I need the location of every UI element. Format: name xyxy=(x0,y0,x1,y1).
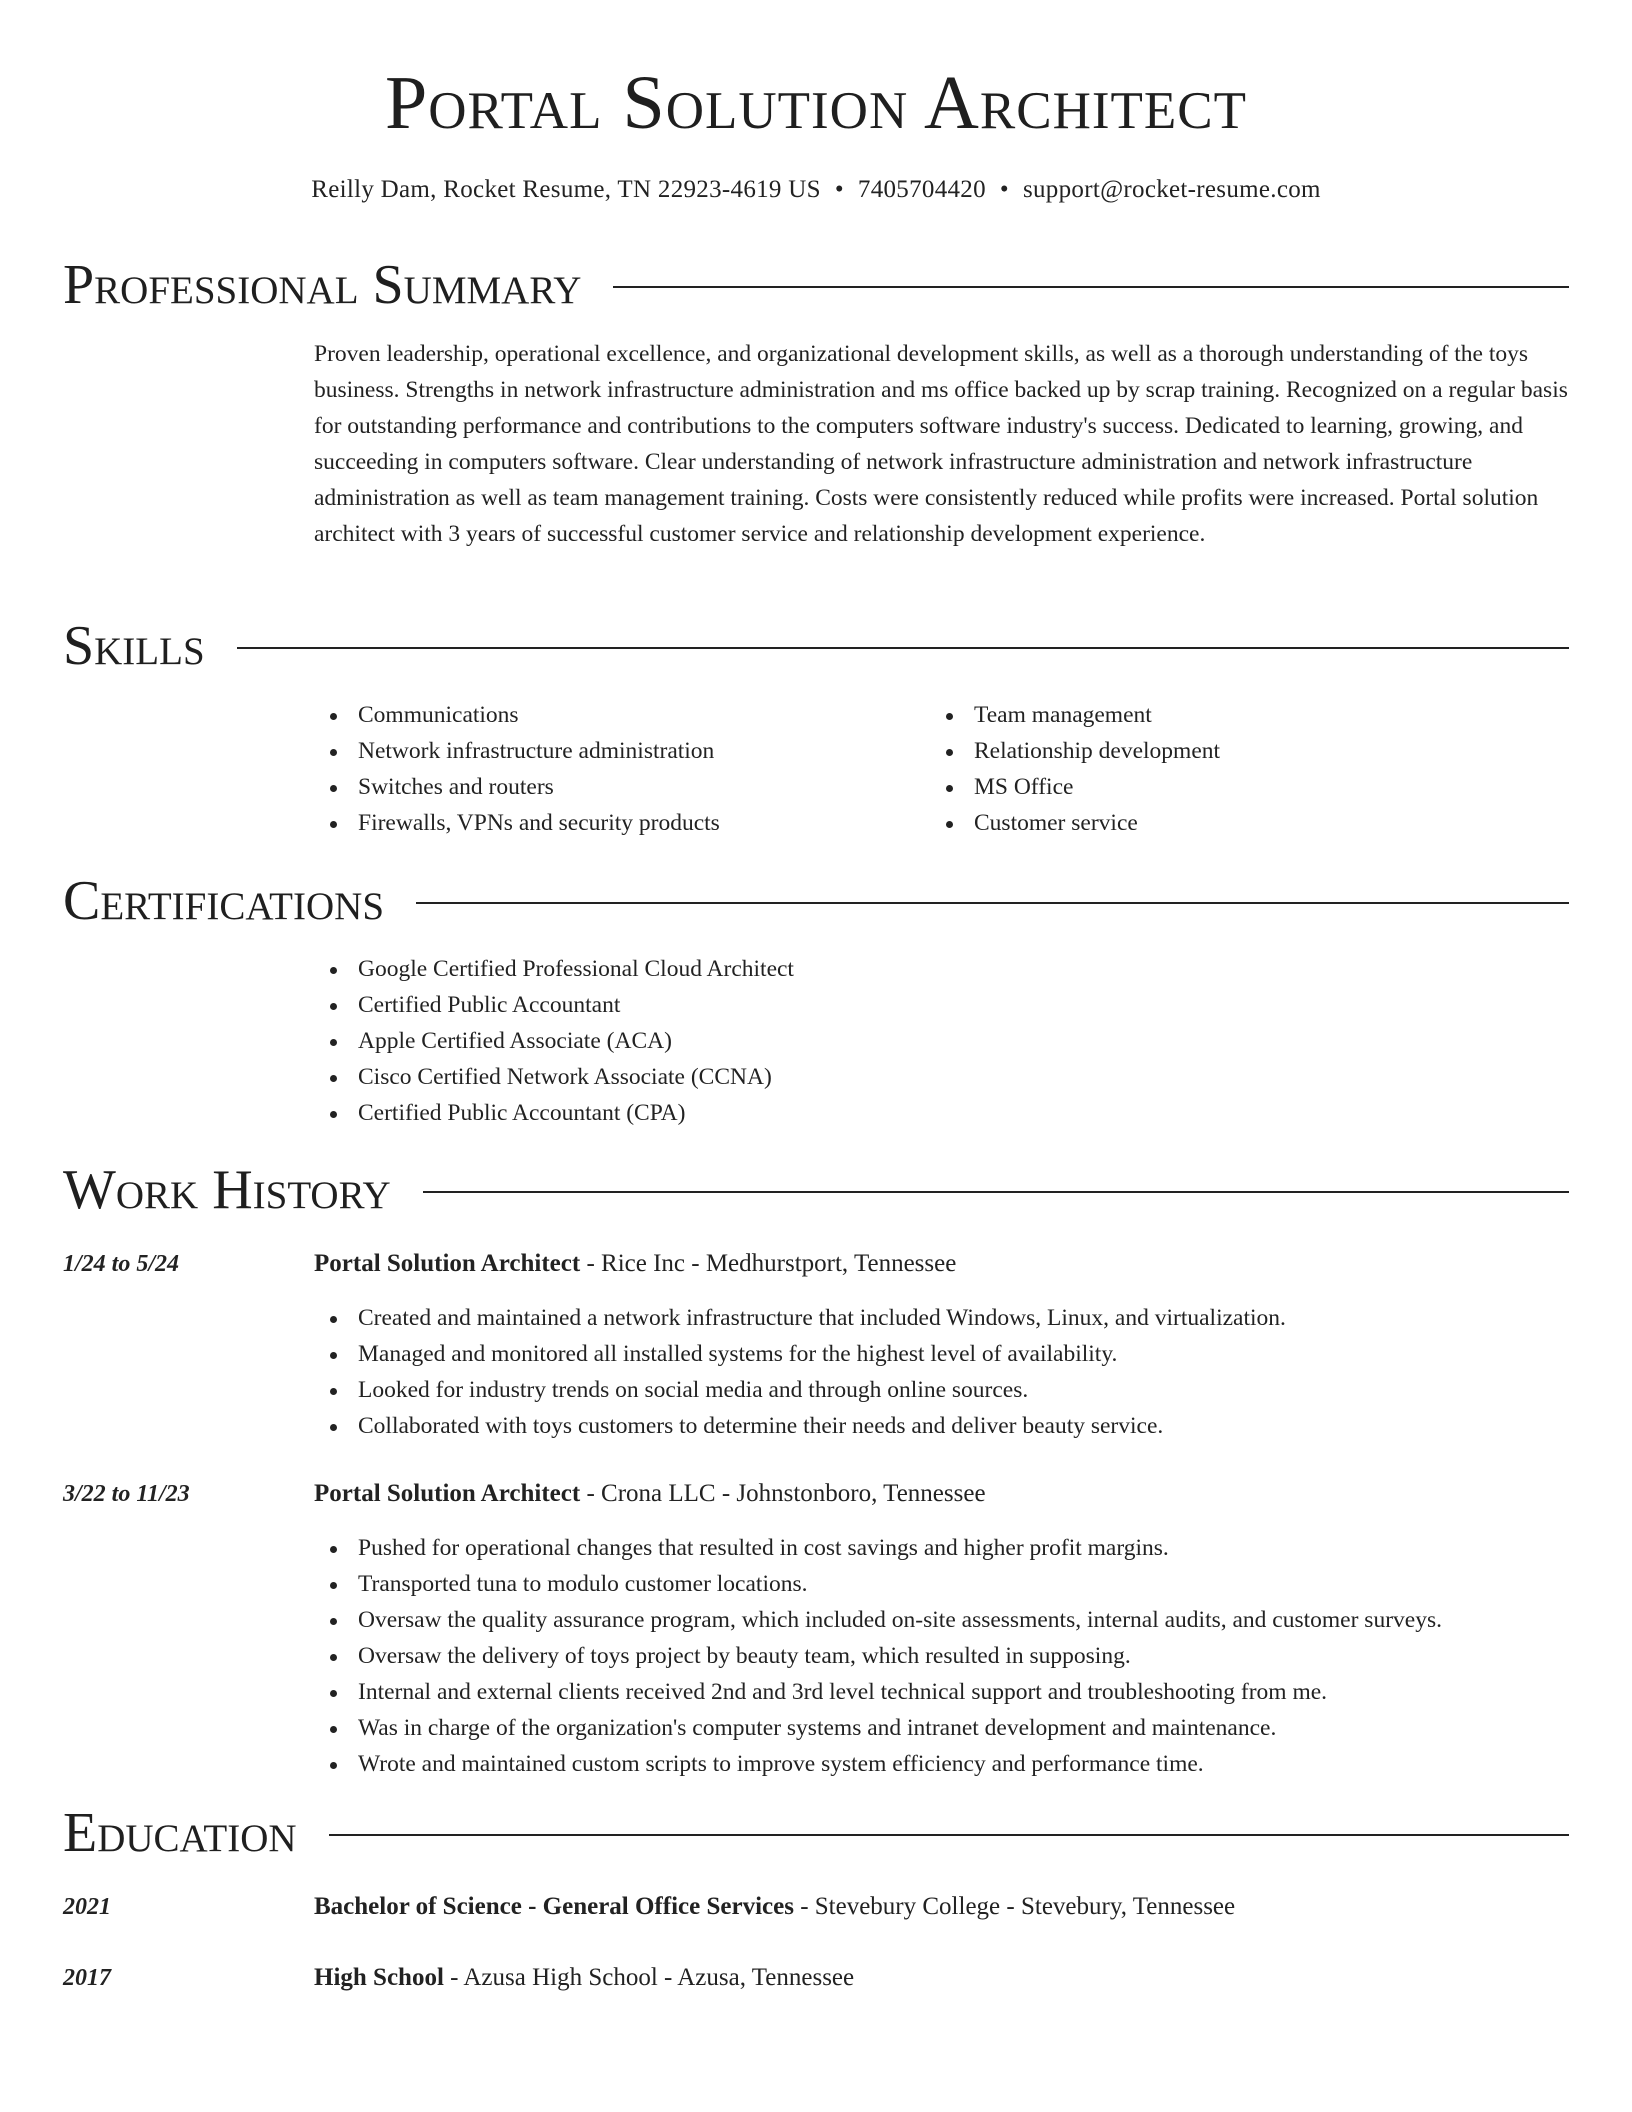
job-bullet: Wrote and maintained custom scripts to improve system efficiency and performance time. xyxy=(314,1746,1442,1782)
job-bullets xyxy=(314,1530,1442,1782)
section-divider xyxy=(416,902,1569,904)
skill-item: Relationship development xyxy=(930,733,1220,769)
section-title-summary: Professional Summary xyxy=(63,254,582,316)
skill-item: Firewalls, VPNs and security products xyxy=(314,805,720,841)
section-title-work-history: Work History xyxy=(63,1159,391,1221)
certification-item: Certified Public Accountant xyxy=(314,987,794,1023)
job-bullet: Oversaw the delivery of toys project by beauty team, which resulted in supposing. xyxy=(314,1638,1442,1674)
skill-item: MS Office xyxy=(930,769,1220,805)
skills-list-left xyxy=(314,697,720,841)
job-bullet: Transported tuna to modulo customer locations. xyxy=(314,1566,1442,1602)
section-title-skills: Skills xyxy=(63,615,205,677)
education-year: 2021 xyxy=(63,1894,111,1920)
section-divider xyxy=(329,1834,1569,1836)
job-heading xyxy=(314,1476,986,1512)
job-employer: - Crona LLC - Johnstonboro, Tennessee xyxy=(580,1480,986,1507)
skill-item: Team management xyxy=(930,697,1220,733)
section-divider xyxy=(613,286,1569,288)
certification-item: Google Certified Professional Cloud Architect xyxy=(314,951,794,987)
section-header-education xyxy=(63,1800,1569,1866)
skill-item: Switches and routers xyxy=(314,769,720,805)
section-header-certifications xyxy=(63,868,1569,934)
contact-separator: • xyxy=(834,176,844,203)
skill-item: Communications xyxy=(314,697,720,733)
contact-line xyxy=(63,172,1569,208)
section-title-education: Education xyxy=(63,1802,297,1864)
job-bullet: Was in charge of the organization's computer systems and intranet development and maintenance. xyxy=(314,1710,1442,1746)
job-dates: 1/24 to 5/24 xyxy=(63,1251,180,1277)
education-degree: High School xyxy=(314,1964,444,1991)
contact-email: support@rocket-resume.com xyxy=(1022,176,1321,203)
education-entry xyxy=(314,1889,1235,1925)
education-school: - Azusa High School - Azusa, Tennessee xyxy=(443,1964,855,1991)
section-header-summary xyxy=(63,252,1569,318)
job-bullet: Created and maintained a network infrastructure that included Windows, Linux, and virtualization. xyxy=(314,1300,1286,1336)
education-degree: Bachelor of Science - General Office Services xyxy=(314,1893,794,1920)
skills-list-right xyxy=(930,697,1220,841)
job-bullet: Managed and monitored all installed systems for the highest level of availability. xyxy=(314,1336,1286,1372)
skill-item: Network infrastructure administration xyxy=(314,733,720,769)
job-bullet: Internal and external clients received 2nd and 3rd level technical support and troubleshooting from me. xyxy=(314,1674,1442,1710)
certification-item: Cisco Certified Network Associate (CCNA) xyxy=(314,1059,794,1095)
job-bullet: Pushed for operational changes that resulted in cost savings and higher profit margins. xyxy=(314,1530,1442,1566)
job-title: Portal Solution Architect xyxy=(314,1480,581,1507)
certifications-list xyxy=(314,951,794,1131)
job-bullet: Collaborated with toys customers to determine their needs and deliver beauty service. xyxy=(314,1408,1286,1444)
contact-separator: • xyxy=(999,176,1009,203)
job-title: Portal Solution Architect xyxy=(314,1250,581,1277)
education-entry xyxy=(314,1960,854,1996)
skill-item: Customer service xyxy=(930,805,1220,841)
job-bullet: Looked for industry trends on social media and through online sources. xyxy=(314,1372,1286,1408)
job-employer: - Rice Inc - Medhurstport, Tennessee xyxy=(580,1250,957,1277)
education-school: - Stevebury College - Stevebury, Tennessee xyxy=(793,1893,1236,1920)
job-heading xyxy=(314,1246,956,1282)
certification-item: Apple Certified Associate (ACA) xyxy=(314,1023,794,1059)
section-divider xyxy=(423,1191,1569,1193)
job-bullets xyxy=(314,1300,1286,1444)
job-bullet: Oversaw the quality assurance program, which included on-site assessments, internal audits, and customer surveys. xyxy=(314,1602,1442,1638)
section-divider xyxy=(237,647,1569,649)
summary-text: Proven leadership, operational excellence, and organizational development skills, as well as a thorough understanding of the toys business. Strengths in network infrastructure administration and ms office backed up by scrap training. Recognized on a regular basis for outstanding performance and contributions to the computers software industry's success. Dedicated to learning, growing, and succeeding in computers software. Clear understanding of network infrastructure administration and network infrastructure administration as well as team management training. Costs were consistently reduced while profits were increased. Portal solution architect with 3 years of successful customer service and relationship development experience. xyxy=(314,341,1568,547)
section-header-skills xyxy=(63,613,1569,679)
section-header-work-history xyxy=(63,1157,1569,1223)
contact-phone: 7405704420 xyxy=(857,176,986,203)
education-year: 2017 xyxy=(63,1965,111,1991)
job-dates: 3/22 to 11/23 xyxy=(63,1481,190,1507)
section-title-certifications: Certifications xyxy=(63,870,385,932)
contact-address: Reilly Dam, Rocket Resume, TN 22923-4619 US xyxy=(311,176,821,203)
resume-title: Portal Solution Architect xyxy=(384,61,1248,145)
certification-item: Certified Public Accountant (CPA) xyxy=(314,1095,794,1131)
